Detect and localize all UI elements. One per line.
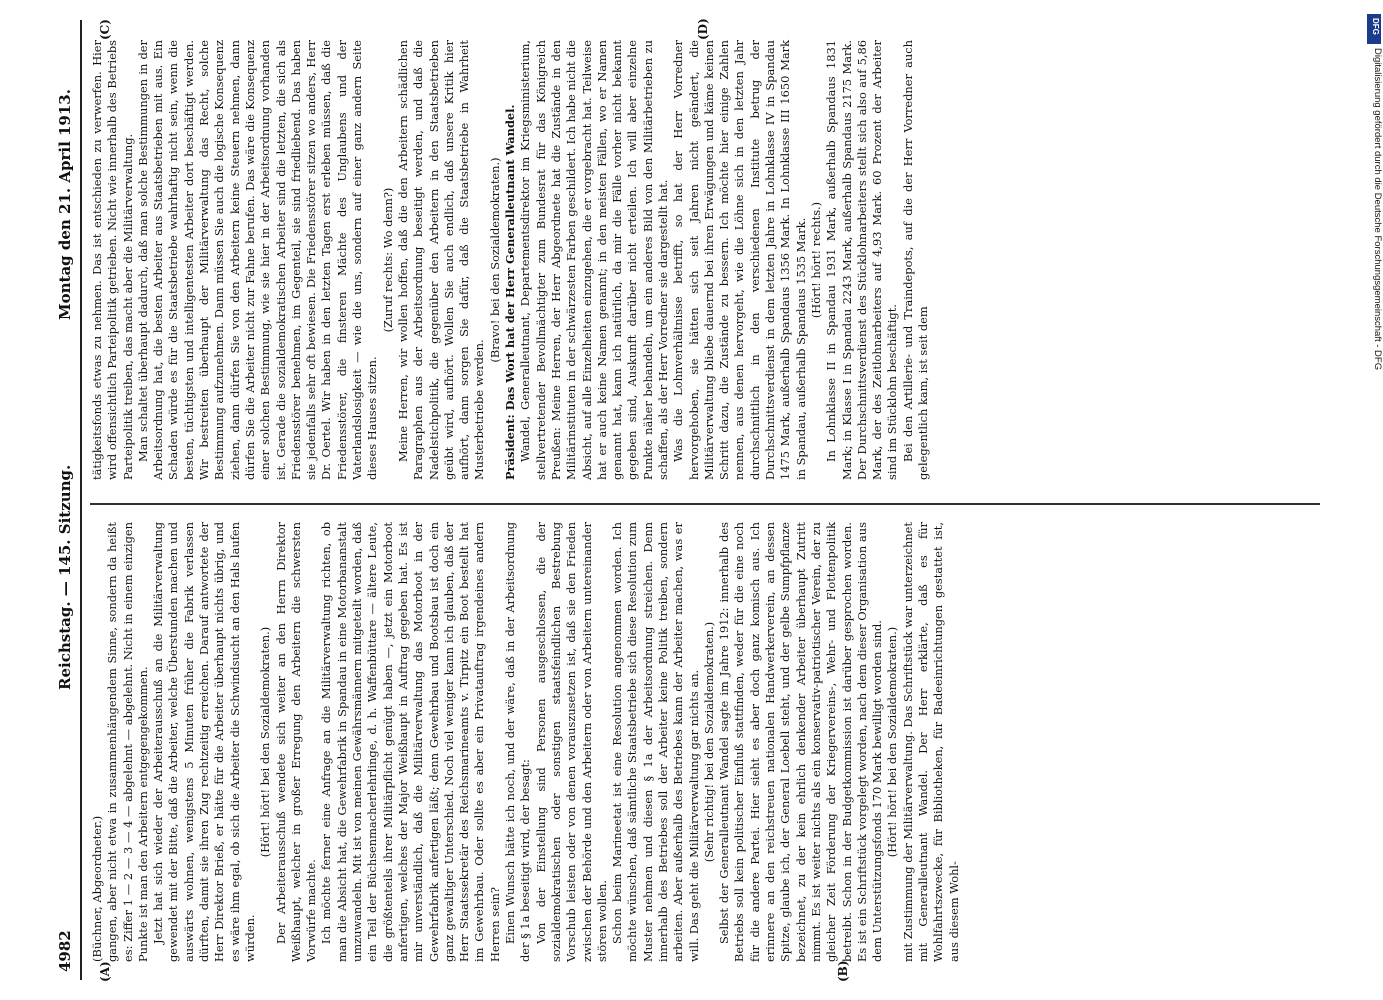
paragraph: (Büchner, Abgeordneter.) bbox=[90, 815, 104, 962]
credit-text: Digitalisierung gefördert durch die Deutsche Forschungsgemeinschaft - DFG bbox=[1372, 48, 1383, 371]
date-title: Montag den 21. April 1913. bbox=[56, 89, 74, 320]
paragraph: Jetzt hat sich wieder der Arbeiterausschuß an die Militärverwaltung gewendet mit der Bitte, daß die Arbeiter, welche Überstunden machen und auswärts wohnen, wenigstens 5 Minuten früher die Fabrik verlassen dürften, damit sie ihren Zug rechtzeitig erreichen. Darauf antwortete der Herr Direktor Brieß, er hätte für die Arbeiter überhaupt nichts übrig, und es wäre ihm egal, ob sich die Arbeiter die Schwindsucht an den Hals laufen würden. bbox=[151, 522, 257, 962]
interjection: (Zuruf rechts: Wo denn?) bbox=[380, 187, 395, 333]
session-title: Reichstag. — 145. Sitzung. bbox=[56, 464, 74, 690]
margin-marker-b: (B) bbox=[836, 960, 850, 982]
paragraph: Meine Herren, wir wollen hoffen, daß die den Arbeitern schädlichen Paragraphen aus der Arbeitsordnung beseitigt werden, und daß die Nadelstichpolitik, die gegenüber den Arbeitern in den Staatsbetrieben geübt wird, aufhört. Wollen Sie auch endlich, daß unsere Kritik hier aufhört, dann sorgen Sie dafür, daß die Staatsbetriebe in Wahrheit Musterbetriebe werden. bbox=[395, 40, 487, 480]
paragraph: Einen Wunsch hätte ich noch, und der wäre, daß in der Arbeitsordnung der § 1a beseitigt wird, der besagt: bbox=[503, 522, 533, 962]
interjection: (Sehr richtig! bei den Sozialdemokraten.) bbox=[701, 621, 716, 863]
margin-marker-a: (A) bbox=[98, 961, 112, 982]
rotated-page-content bbox=[46, 20, 1336, 980]
paragraph: Der Arbeiterausschuß wendete sich weiter an den Herrn Direktor Weißhaupt, welcher in großer Erregung den Arbeitern die schwersten Vorwürfe machte. bbox=[273, 522, 319, 962]
paragraph: tätigkeitsfonds etwas zu nehmen. Das ist entschieden zu verwerfen. Hier wird offensichtlich Parteipolitik getrieben. Nicht wie innerhalb des Betriebs Parteipolitik treiben, das macht aber die Militärverwaltung. bbox=[90, 40, 135, 480]
interjection: (Hört! hört! bei den Sozialdemokraten.) bbox=[885, 626, 900, 858]
paragraph: Man schaltet überhaupt dadurch, daß man solche Bestimmungen in der Arbeitsordnung hat, die besten Arbeiter aus Staatsbetrieben mit aus. Ein Schaden würde es für die Staatsbetriebe wahrhaftig nicht sein, wenn die besten, tüchtigsten und intelligentesten Arbeiter dort beschäftigt werden. Wir bestreiten überhaupt der Militärverwaltung das Recht, solche Bestimmung aufzunehmen. Dann müssen Sie auch die logische Konsequenz ziehen, dann dürfen Sie von den Arbeitern keine Steuern nehmen, dann dürfen Sie die Arbeiter nicht zur Fahne berufen. Das wäre die Konsequenz einer solchen Bestimmung, wie sie hier in der Arbeitsordnung vorhanden ist. Gerade die sozialdemokratischen Arbeiter sind die letzten, die sich als Friedensstörer benehmen, im Gegenteil, sie sind friedliebend. Das haben sie jedenfalls sehr oft bewiesen. Die Friedensstörer sitzen wo anders, Herr Dr. Oertel. Wir haben in den letzten Tagen erst erleben müssen, daß die Friedensstörer, die finsteren Mächte des Unglaubens und der Vaterlandslosigkeit — wie die uns, sondern auf einer ganz andern Seite dieses Hauses sitzen. bbox=[135, 40, 380, 480]
paragraph: Schon beim Marineetat ist eine Resolution angenommen worden. Ich möchte wünschen, daß sämtliche Staatsbetriebe sich diese Resolution zum Muster nehmen und diesen § 1a der Arbeitsordnung streichen. Denn innerhalb des Betriebes soll der Arbeiter keine Politik treiben, sondern arbeiten. Aber außerhalb des Betriebes kann der Arbeiter machen, was er will. Das geht die Militärverwaltung gar nichts an. bbox=[610, 522, 701, 962]
paragraph: In Lohnklasse II in Spandau 1931 Mark, außerhalb Spandaus 1831 Mark; in Klasse I in Spandau 2243 Mark, außerhalb Spandaus 2175 Mark. Der Durchschnittsverdienst des Stücklohnarbeiters stellt sich also auf 5,86 Mark, der des Zeitlohnarbeiters auf 4,93 Mark. 60 Prozent der Arbeiter sind im Stücklohn beschäftigt. bbox=[824, 40, 900, 480]
page-header bbox=[46, 20, 82, 980]
left-column bbox=[90, 522, 962, 962]
interjection: (Hört! hört! bei den Sozialdemokraten.) bbox=[258, 626, 273, 858]
digitization-credit bbox=[1365, 8, 1383, 988]
paragraph: Was die Lohnverhältnisse betrifft, so hat der Herr Vorredner hervorgehoben, sie hätten sich seit Jahren nicht geändert, die Militärverwaltung bliebe dauernd bei ihren Erwägungen und käme keinen Schritt dazu, die Zustände zu bessern. Ich möchte hier einige Zahlen nennen, aus denen hervorgeht, wie die Löhne sich in den letzten Jahr durchschnittlich in den verschiedenen Institute betrug der Durchschnittsverdienst in dem letzten Jahre in Lohnklasse IV in Spandau 1475 Mark, außerhalb Spandaus 1356 Mark. In Lohnklasse III 1650 Mark in Spandau, außerhalb Spandaus 1535 Mark. bbox=[671, 40, 808, 480]
margin-marker-c: (C) bbox=[98, 19, 112, 40]
paragraph: Ich möchte ferner eine Anfrage an die Militärverwaltung richten, ob man die Absicht hat, die Gewehrfabrik in Spandau in eine Motorbananstalt umzuwandeln. Mit ist von meinen Gewährsmännern mitgeteilt worden, daß ein Teil der Büchsenmacherlehrlinge, d. h. Waffenbüttare — ältere Leute, die größtenteils ihrer Militärpflicht genügt haben —, jetzt ein Motorboot anfertigen, welches der Major Weißhaupt in Auftrag gegeben hat. Es ist mir unverständlich, daß die Militärverwaltung das Motorboot in der Gewehrfabrik anfertigen läßt; denn Gewehrbau und Bootsbau ist doch ein ganz gewaltiger Unterschied. Noch viel weniger kann ich glauben, daß der Herr Staatssekretär des Reichsmarineamts v. Tirpitz ein Boot bestellt hat im Gewehrbau. Oder sollte es aber ein Privatauftrag irgendeines andern Herren sein? bbox=[319, 522, 502, 962]
right-column bbox=[90, 40, 931, 480]
quotation: Von der Einstellung sind Personen ausgeschlossen, die der sozialdemokratischen oder sonstigen staatsfeindlichen Bestrebung Vorschub leisten oder von denen vorauszusetzen ist, daß sie den Frieden zwischen der Behörde und den Arbeitern oder von Arbeitern untereinander stören wollen. bbox=[533, 522, 609, 962]
column-divider bbox=[90, 503, 1320, 505]
page-number: 4982 bbox=[56, 930, 74, 972]
margin-marker-d: (D) bbox=[696, 18, 710, 40]
president-statement: Präsident: Das Wort hat der Herr Generalleutnant Wandel. bbox=[503, 104, 518, 480]
paragraph: mit Zustimmung der Militärverwaltung. Das Schriftstück war unterzeichnet mit Generalleutnant Wandel. Der Herr erklärte, daß es für Wohlfahrtszwecke, für Bibliotheken, für Badeeinrichtungen gestattet ist, aus diesem Wohl- bbox=[900, 522, 961, 962]
paragraph: gangen, aber nicht etwa in zusammenhängendem Sinne, sondern da heißt es: Ziffer 1 — 2 — 3 — 4 — abgelehnt — abgelehnt. Nicht in einem einzigen Punkte ist man den Arbeitern entgegengekommen. bbox=[105, 522, 150, 962]
dfg-logo: DFG bbox=[1367, 14, 1381, 44]
interjection: (Bravo! bei den Sozialdemokraten.) bbox=[487, 157, 502, 363]
paragraph: Selbst der Generalleutnant Wandel sagte im Jahre 1912: innerhalb des Betriebs soll kein politischer Einfluß stattfinden, weder für die eine noch für die andere Partei. Hier sieht es aber doch ganz komisch aus. Ich erinnere an den reichstreuen nationalen Handwerkerverein, an dessen Spitze, glaube ich, der General Loebell steht, und der gelbe Sumpfpflanze bezeichnet, zu der kein ehrlich denkender Arbeiter überhaupt Zutritt nimmt. Es ist weiter nichts als ein konservativ-patriotischer Verein, der zu gleicher Zeit Förderung der Kriegervereins-, Wehr- und Flottenpolitik betreibt. Schon in der Budgetkommission ist darüber gesprochen worden. Es ist ein Schriftstück vorgelegt worden, nach dem dieser Organisation aus dem Unterstützungsfonds 170 Mark bewilligt worden sind. bbox=[717, 522, 885, 962]
paragraph: Bei den Artillerie- und Traindepots, auf die der Herr Vorredner auch gelegentlich kam, ist seit dem bbox=[900, 40, 931, 480]
paragraph: Wandel, Generalleutnant, Departementsdirektor im Kriegsministerium, stellvertretender Bevollmächtigter zum Bundesrat für das Königreich Preußen: Meine Herren, der Herr Abgeordnete hat die Zustände in den Militärinstituten in der schwärzesten Farben geschildert. Ich habe nicht die Absicht, auf alle Einzelheiten einzugehen, die er vorgebracht hat. Teilweise hat er auch keine Namen genannt; in den meisten Fällen, wo er Namen genannt hat, kann ich natürlich, da mir die Fälle vorher nicht bekannt gegeben sind, Auskunft darüber nicht erteilen. Ich will aber einzelne Punkte näher behandeln, um ein anderes Bild von den Militärbetrieben zu schaffen, als der Herr Vorredner sie dargestellt hat. bbox=[518, 40, 670, 480]
interjection: (Hört! hört! rechts.) bbox=[808, 201, 823, 319]
